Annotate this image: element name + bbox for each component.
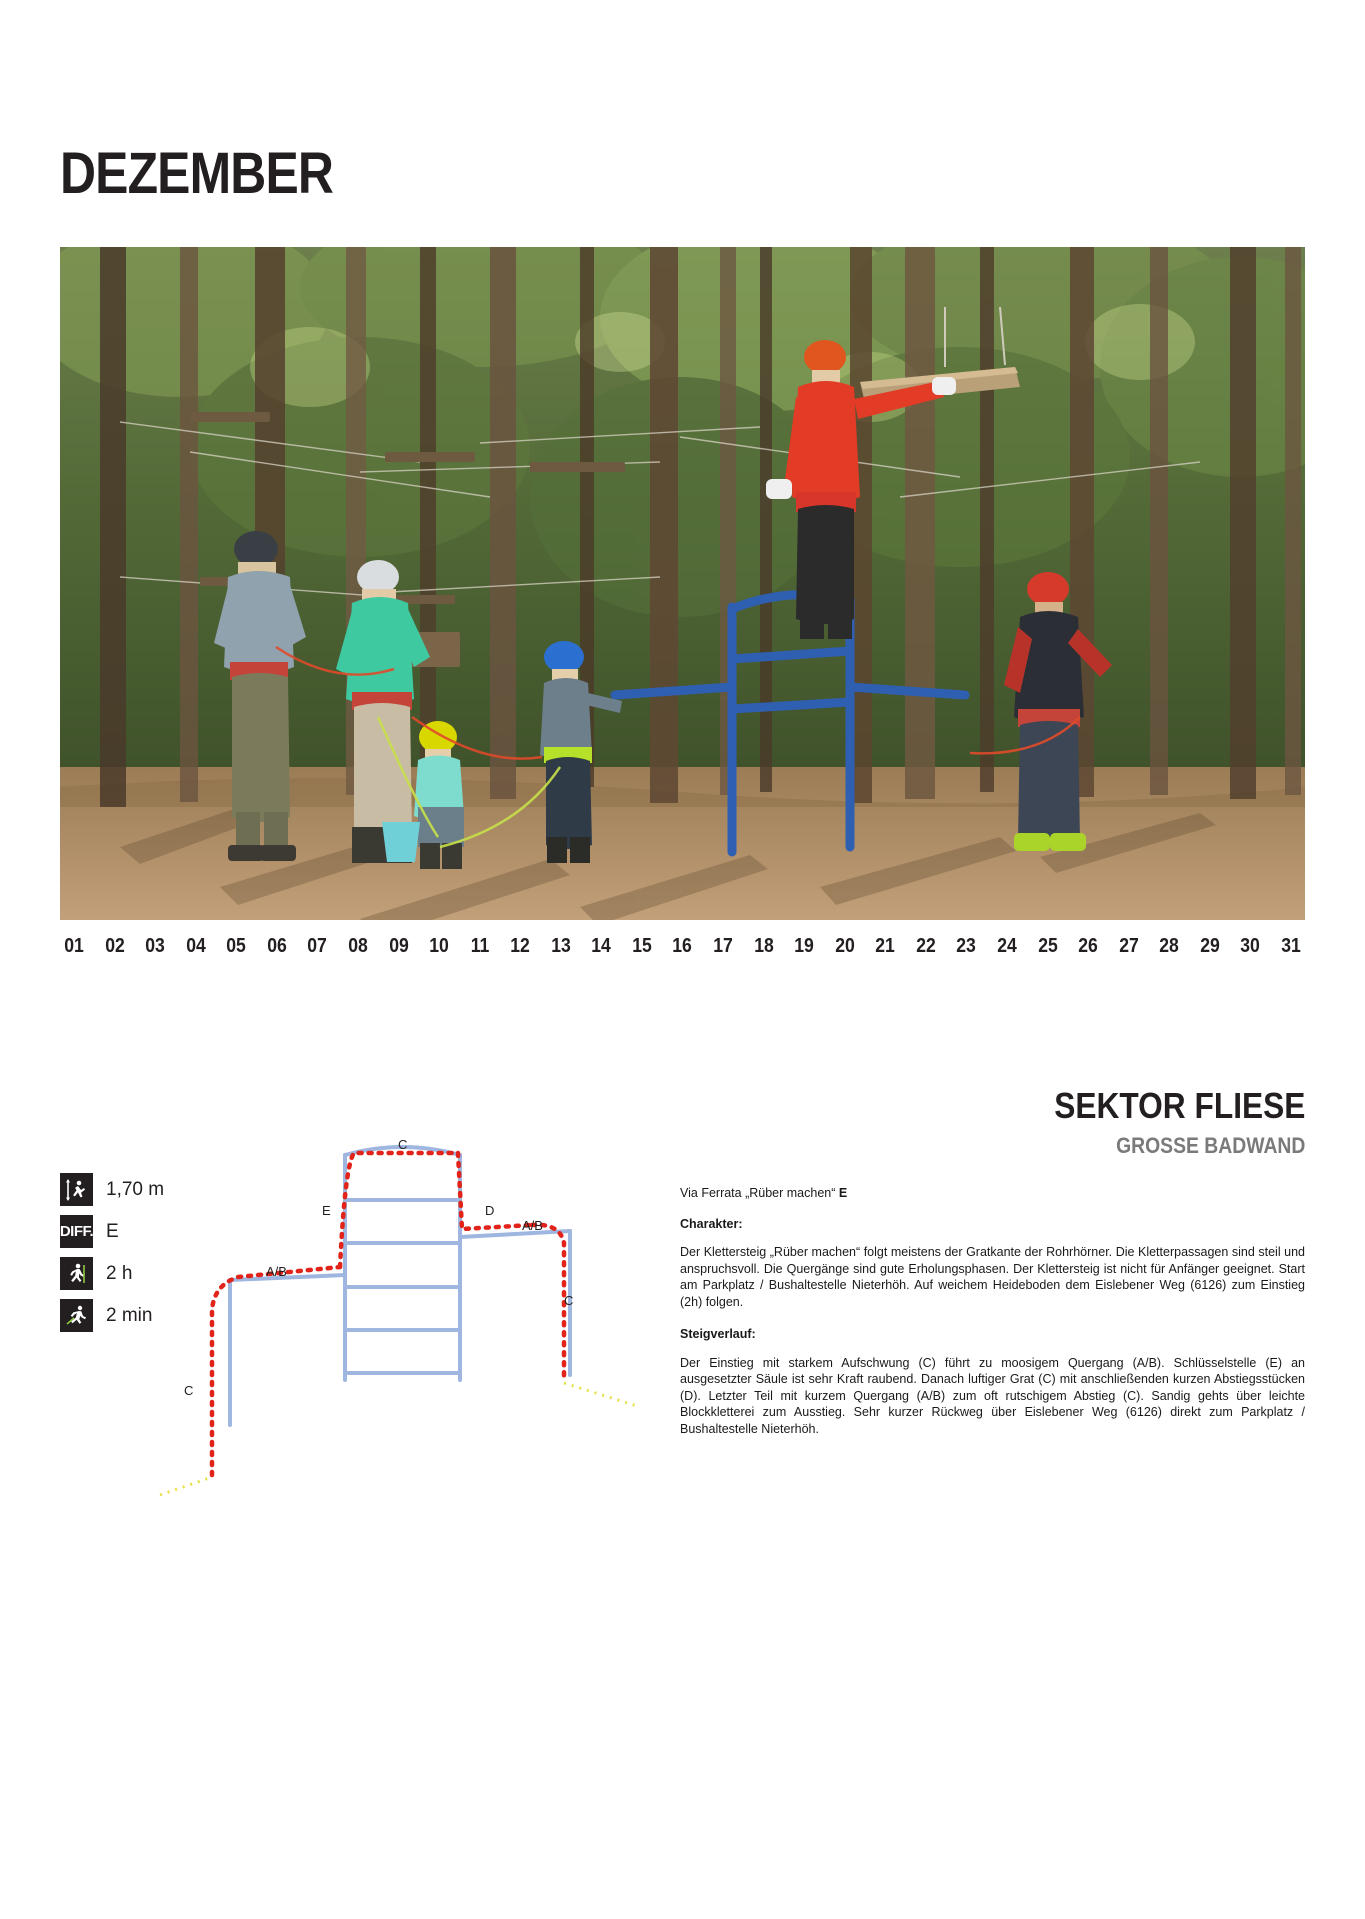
via-ferrata-grade: E <box>838 1186 848 1200</box>
day-number: 24 <box>997 935 1017 957</box>
sector-subtitle: GROSSE BADWAND <box>1115 1133 1305 1158</box>
day-number: 03 <box>145 935 165 957</box>
calendar-photo <box>60 247 1305 920</box>
hiker-icon <box>60 1257 93 1290</box>
day-number: 20 <box>834 935 855 957</box>
day-number: 11 <box>470 935 489 957</box>
day-number: 06 <box>267 935 287 957</box>
hiker-icon-glyph <box>65 1262 89 1286</box>
day-number: 23 <box>956 935 977 957</box>
topo-label-d: D <box>485 1203 495 1218</box>
difficulty-value: E <box>106 1220 119 1242</box>
topo-label-e: E <box>322 1203 331 1218</box>
day-number: 04 <box>185 935 206 957</box>
day-number: 10 <box>429 935 449 957</box>
topo-label-c-top: C <box>398 1137 408 1152</box>
descent-icon-glyph <box>65 1304 89 1328</box>
sector-heading-block <box>1020 1085 1305 1159</box>
height-value: 1,70 m <box>106 1178 165 1200</box>
day-number: 14 <box>591 935 612 957</box>
day-number: 07 <box>307 935 328 957</box>
day-number-strip <box>60 935 1305 958</box>
day-number: 08 <box>348 935 368 957</box>
day-number: 22 <box>916 935 936 957</box>
day-number: 17 <box>713 935 733 957</box>
topo-label-c-right: C <box>564 1293 574 1308</box>
topo-label-ab-left: A/B <box>266 1264 287 1279</box>
day-number: 16 <box>672 935 693 957</box>
approach-time-value: 2 h <box>106 1262 133 1284</box>
day-number: 13 <box>550 935 571 957</box>
sector-title: SEKTOR FLIESE <box>1053 1085 1305 1126</box>
diff-icon: DIFF. <box>60 1215 93 1248</box>
day-number: 31 <box>1281 935 1301 957</box>
charakter-heading: Charakter: <box>680 1216 743 1231</box>
day-number: 15 <box>632 935 652 957</box>
descent-time-value: 2 min <box>106 1304 153 1326</box>
charakter-body: Der Klettersteig „Rüber machen“ folgt meistens der Gratkante der Rohrhörner. Die Kletterpassagen sind steil und anspruchsvoll. Die Quergänge sind gute Erholungsphasen. Der Klettersteig ist nicht für Anfänger geeignet. Start am Parkplatz / Bushaltestelle Nieterhöh. Auf weichem Heideboden dem Eislebener Weg (6126) zum Einstieg (2h) folgen. <box>680 1245 1305 1309</box>
day-number: 21 <box>875 935 896 957</box>
height-icon-glyph <box>65 1178 89 1202</box>
day-number: 12 <box>510 935 530 957</box>
day-number: 05 <box>226 935 247 957</box>
day-number: 18 <box>753 935 774 957</box>
via-ferrata-name: Via Ferrata „Rüber machen“ <box>680 1186 839 1200</box>
photo-illustration <box>60 247 1305 920</box>
topo-structure <box>230 1147 570 1425</box>
page-title: DEZEMBER <box>60 141 334 206</box>
day-number: 26 <box>1078 935 1098 957</box>
topo-svg <box>140 1125 660 1525</box>
day-number: 02 <box>104 935 125 957</box>
steigverlauf-body: Der Einstieg mit starkem Aufschwung (C) führt zu moosigem Quergang (A/B). Schlüsselstelle (E) an ausgesetzter Säule ist sehr Kraft raubend. Danach luftiger Grat (C) mit anschließenden kurzen Abstiegsstücken (D). Letzter Teil mit kurzem Quergang (A/B) zum oft rutschigem Abstieg (C). Sandig gehts über leichte Blockkletterei zum Ausstieg. Sehr kurzer Rückweg über Eislebener Weg (6126) direkt zum Parkplatz / Bushaltestelle Nieterhöh. <box>680 1355 1305 1436</box>
height-icon <box>60 1173 93 1206</box>
topo-diagram <box>140 1125 660 1525</box>
day-number: 27 <box>1118 935 1139 957</box>
via-ferrata-line <box>680 1185 1305 1202</box>
day-number: 25 <box>1037 935 1058 957</box>
topo-label-c-left: C <box>184 1383 194 1398</box>
topo-label-ab-right: A/B <box>522 1218 543 1233</box>
day-number: 28 <box>1159 935 1179 957</box>
descent-icon <box>60 1299 93 1332</box>
steigverlauf-heading: Steigverlauf: <box>680 1327 756 1341</box>
day-number: 01 <box>64 935 84 957</box>
day-number: 19 <box>794 935 814 957</box>
day-number: 09 <box>388 935 409 957</box>
description-column <box>680 1185 1305 1453</box>
day-number: 29 <box>1199 935 1220 957</box>
day-number: 30 <box>1240 935 1261 957</box>
